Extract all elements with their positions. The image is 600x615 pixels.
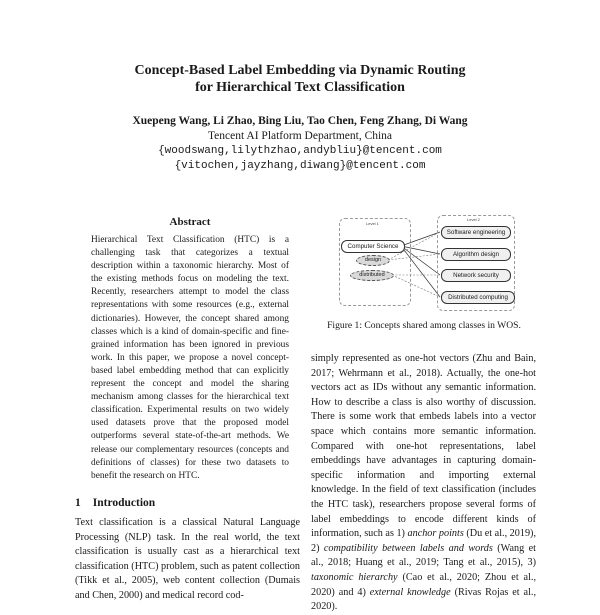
concept-design-ellipse: design	[356, 255, 390, 266]
computer-science-node: Computer Science	[341, 240, 405, 253]
concept-distributed-ellipse: distributed	[350, 270, 394, 281]
introduction-heading	[75, 497, 155, 509]
right-text-part-3: (Wang et al., 2018; Huang et al., 2019; Tang et al., 2015), 3)	[311, 542, 536, 569]
title-line-1: Concept-Based Label Embedding via Dynamic Routing	[134, 63, 466, 78]
introduction-left-text: Text classification is a classical Natural Language Processing (NLP) task. In the real world, the text classification is usually cast as a hierarchical text classification (HTC) problem, such as patent collection (Tikk et al., 2005), web content collection (Dumais and Chen, 2000) and medical record cod-	[75, 517, 300, 601]
abstract-text: Hierarchical Text Classification (HTC) is a challenging task that categorizes a textual description within a taxonomic hierarchy. Most of the existing methods focus on modeling the text. Recently, researchers attempt to model the class representations with some resources (e.g., external dictionaries). However, the concept shared among classes which is a kind of domain-specific and fine-grained information has been ignored in previous work. In this paper, we propose a novel concept-based label embedding method that can explicitly represent the concept and model the sharing mechanism among classes for the hierarchical text classification. Experimental results on two widely used datasets prove that the proposed model outperforms several state-of-the-art methods. We release our complementary resources (concepts and definitions of classes) for these two datasets to benefit the research on HTC.	[91, 235, 289, 481]
level-1-label: Level 1	[366, 221, 379, 226]
abstract-heading: Abstract	[169, 216, 211, 228]
introduction-right-text	[311, 352, 536, 615]
right-text-part-2: (Du et al., 2019), 2)	[311, 528, 536, 554]
taxonomic-hierarchy-term: taxonomic hierarchy	[311, 571, 398, 583]
concept-figure	[336, 211, 516, 311]
right-text-part-4: (Cao et al., 2020; Zhou et al., 2020) and 4)	[311, 571, 537, 598]
email-line-1: {woodswang,lilythzhao,andybliu}@tencent.com	[158, 145, 442, 157]
child-node-1: Software engineering	[441, 226, 511, 239]
authors: Xuepeng Wang, Li Zhao, Bing Liu, Tao Chen, Feng Zhang, Di Wang	[132, 115, 468, 127]
section-title: Introduction	[92, 497, 156, 509]
figure-caption: Figure 1: Concepts shared among classes in WOS.	[327, 320, 521, 331]
paper-title	[60, 62, 540, 96]
affiliation: Tencent AI Platform Department, China	[207, 130, 393, 142]
child-node-4: Distributed computing	[441, 291, 515, 304]
right-text-part-1: simply represented as one-hot vectors (Zhu and Bain, 2017; Wehrmann et al., 2018). Actually, the one-hot vectors act as IDs without any semantic information. How to describe a class is also worthy of discussion. There is some work that embeds labels into a vector space which contains more semantic information. Compared with one-hot representations, label embeddings have advantages in capturing domain-specific information and importing external knowledge. In the field of text classification (includes the HTC task), researchers propose several forms of label embeddings to encode different kinds of information, such as 1)	[311, 353, 536, 540]
email-line-2: {vitochen,jayzhang,diwang}@tencent.com	[174, 160, 426, 172]
external-knowledge-term: external knowledge	[369, 586, 451, 598]
anchor-points-term: anchor points	[407, 528, 464, 540]
child-node-2: Algorithm design	[441, 248, 511, 261]
right-text-part-5: (Rivas Rojas et al., 2020).	[311, 586, 536, 613]
section-number: 1	[75, 497, 81, 509]
compatibility-term: compatibility between labels and words	[323, 542, 493, 554]
level-2-label: Level 2	[467, 217, 480, 222]
title-line-2: for Hierarchical Text Classification	[195, 80, 405, 95]
child-node-3: Network security	[441, 269, 511, 282]
